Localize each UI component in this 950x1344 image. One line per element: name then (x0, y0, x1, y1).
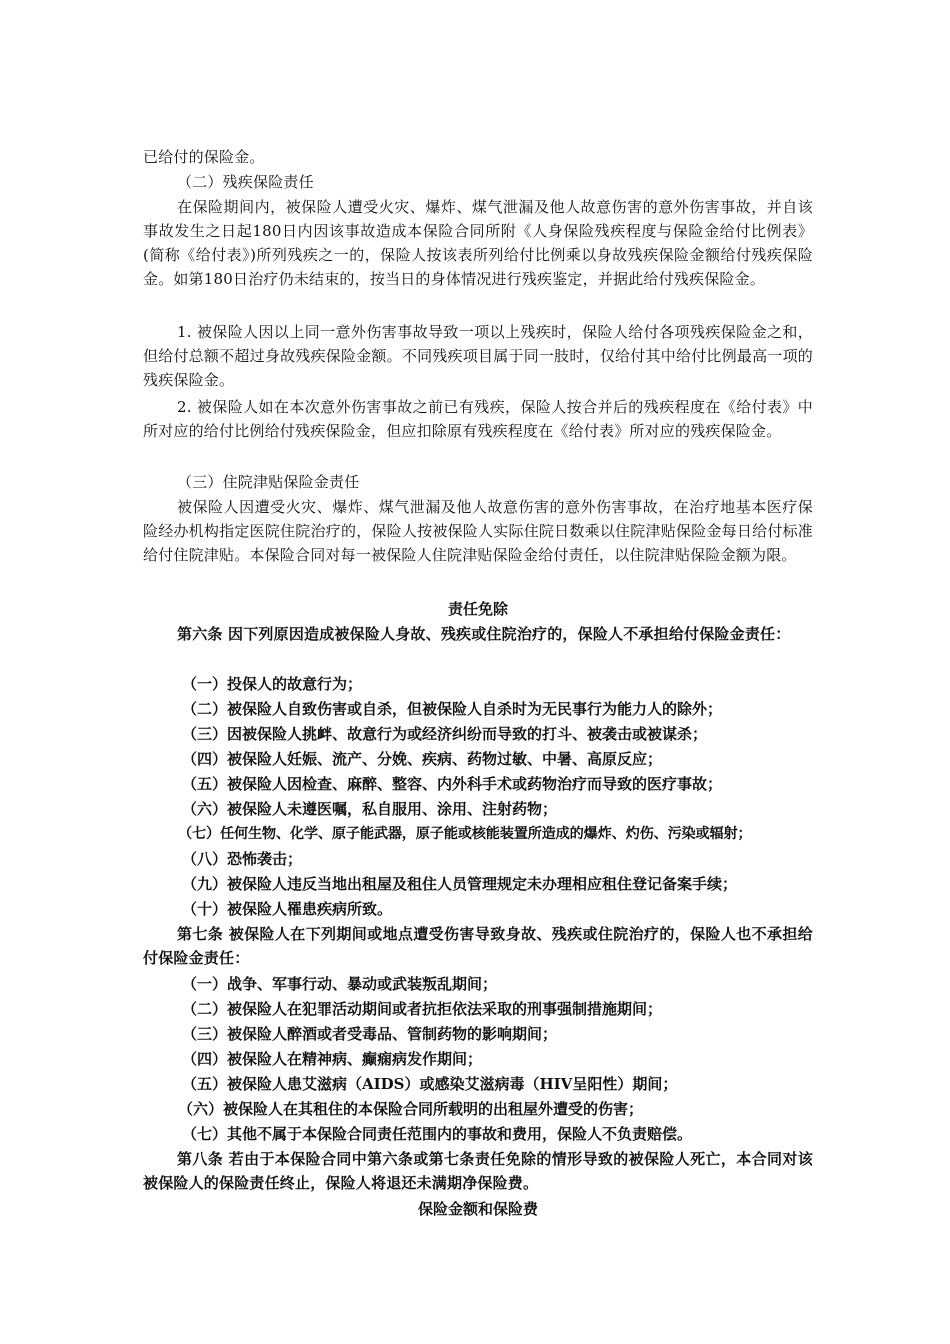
article-7: 第七条 被保险人在下列期间或地点遭受伤害导致身故、残疾或住院治疗的，保险人也不承担给付保险金责任： (143, 925, 813, 967)
article-7-item: （七）其他不属于本保险合同责任范围内的事故和费用，保险人不负责赔偿。 (182, 1125, 693, 1143)
heading-sum-insured-premium: 保险金额和保险费 (417, 1200, 538, 1218)
article-7-item: （四）被保险人在精神病、癫痫病发作期间； (182, 1050, 483, 1068)
article-6-item: （九）被保险人违反当地出租屋及租住人员管理规定未办理相应租住登记备案手续； (182, 875, 738, 893)
article-7-item: （一）战争、军事行动、暴动或武装叛乱期间； (182, 975, 498, 993)
article-6-item: （八）恐怖袭击； (182, 850, 303, 868)
article-7-item: （五）被保险人患艾滋病（AIDS）或感染艾滋病毒（HIV呈阳性）期间； (182, 1075, 678, 1093)
section-hospital-allowance-title: （三）住院津贴保险金责任 (177, 473, 360, 491)
article-6-item: （二）被保险人自致伤害或自杀，但被保险人自杀时为无民事行为能力人的除外； (182, 700, 723, 718)
article-8: 第八条 若由于本保险合同中第六条或第七条责任免除的情形导致的被保险人死亡，本合同对该被保险人的保险责任终止，保险人将退还未满期净保险费。 (143, 1150, 813, 1192)
article-6-item: （五）被保险人因检查、麻醉、整容、内外科手术或药物治疗而导致的医疗事故； (182, 775, 723, 793)
article-7-item: （二）被保险人在犯罪活动期间或者抗拒依法采取的刑事强制措施期间； (182, 1000, 663, 1018)
article-6-item: （三）因被保险人挑衅、故意行为或经济纠纷而导致的打斗、被袭击或被谋杀； (182, 725, 708, 743)
paragraph-paid-benefit: 已给付的保险金。 (143, 148, 265, 166)
article-6-item: （一）投保人的故意行为； (182, 675, 363, 693)
article-6-item: （七）任何生物、化学、原子能武器，原子能或核能装置所造成的爆炸、灼伤、污染或辐射； (178, 826, 752, 842)
article-6-item: （十）被保险人罹患疾病所致。 (182, 900, 393, 918)
article-7-item: （六）被保险人在其租住的本保险合同所载明的出租屋外遭受的伤害； (178, 1100, 644, 1118)
paragraph-disability-terms: 在保险期间内，被保险人遭受火灾、爆炸、煤气泄漏及他人故意伤害的意外伤害事故，并自该事故发生之日起180日内因该事故造成本保险合同所附《人身保险残疾程度与保险金给付比例表》(简称《给付表》)所列残疾之一的，保险人按该表所列给付比例乘以身故残疾保险金额给付残疾保险金。如第180日治疗仍未结束的，按当日的身体情况进行残疾鉴定，并据此给付残疾保险金。 (143, 198, 813, 288)
paragraph-disability-rule-1: 1. 被保险人因以上同一意外伤害事故导致一项以上残疾时，保险人给付各项残疾保险金之和，但给付总额不超过身故残疾保险金额。不同残疾项目属于同一肢时，仅给付其中给付比例最高一项的残疾保险金。 (143, 323, 813, 389)
heading-exclusions: 责任免除 (447, 600, 508, 618)
article-6-item: （六）被保险人未遵医嘱，私自服用、涂用、注射药物； (182, 800, 558, 818)
article-6-item: （四）被保险人妊娠、流产、分娩、疾病、药物过敏、中暑、高原反应； (182, 750, 663, 768)
article-6: 第六条 因下列原因造成被保险人身故、残疾或住院治疗的，保险人不承担给付保险金责任： (177, 625, 791, 643)
section-disability-title: （二）残疾保险责任 (177, 173, 314, 191)
paragraph-disability-rule-2: 2. 被保险人如在本次意外伤害事故之前已有残疾，保险人按合并后的残疾程度在《给付表》中所对应的给付比例给付残疾保险金，但应扣除原有残疾程度在《给付表》所对应的残疾保险金。 (143, 398, 813, 440)
article-7-item: （三）被保险人醉酒或者受毒品、管制药物的影响期间； (182, 1025, 558, 1043)
paragraph-hospital-allowance-terms: 被保险人因遭受火灾、爆炸、煤气泄漏及他人故意伤害的意外伤害事故，在治疗地基本医疗保险经办机构指定医院住院治疗的，保险人按被保险人实际住院日数乘以住院津贴保险金每日给付标准给付住院津贴。本保险合同对每一被保险人住院津贴保险金给付责任，以住院津贴保险金额为限。 (143, 498, 813, 564)
